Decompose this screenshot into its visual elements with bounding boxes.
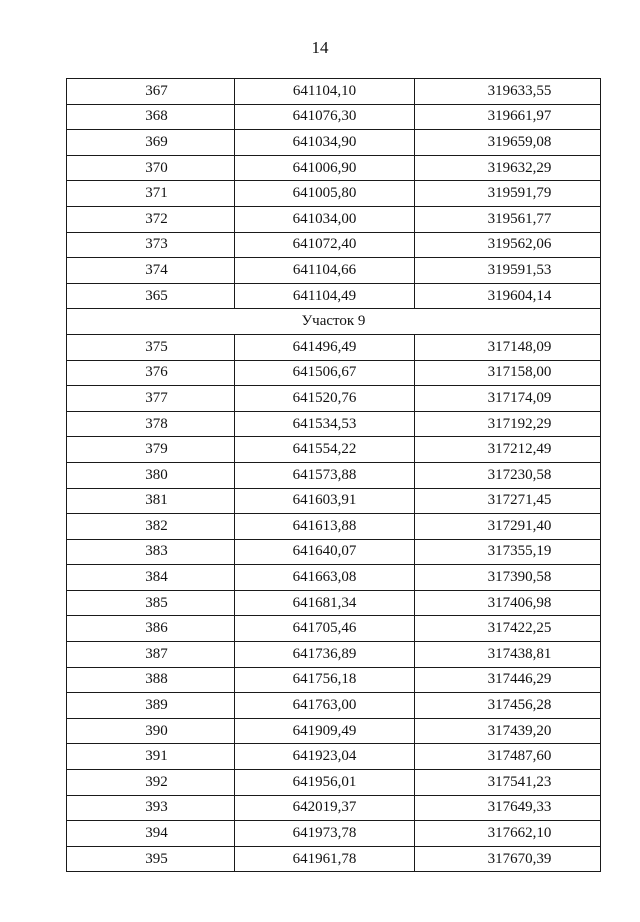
point-number-cell: 381 — [67, 488, 235, 514]
table-row — [67, 565, 601, 591]
x-coordinate-cell: 641076,30 — [235, 104, 415, 130]
y-coordinate-cell: 317670,39 — [415, 846, 601, 872]
table-row — [67, 821, 601, 847]
point-number-cell: 387 — [67, 642, 235, 668]
y-coordinate-cell: 317271,45 — [415, 488, 601, 514]
point-number-cell: 384 — [67, 565, 235, 591]
y-coordinate-cell: 317422,25 — [415, 616, 601, 642]
x-coordinate-cell: 641104,10 — [235, 79, 415, 105]
y-coordinate-cell: 317192,29 — [415, 411, 601, 437]
table-row — [67, 462, 601, 488]
x-coordinate-cell: 641681,34 — [235, 590, 415, 616]
table-row — [67, 411, 601, 437]
point-number-cell: 372 — [67, 206, 235, 232]
point-number-cell: 388 — [67, 667, 235, 693]
x-coordinate-cell: 641909,49 — [235, 718, 415, 744]
point-number-cell: 377 — [67, 386, 235, 412]
x-coordinate-cell: 641956,01 — [235, 770, 415, 796]
section-title: Участок 9 — [67, 309, 601, 335]
y-coordinate-cell: 319659,08 — [415, 130, 601, 156]
table-row — [67, 590, 601, 616]
x-coordinate-cell: 641663,08 — [235, 565, 415, 591]
y-coordinate-cell: 317355,19 — [415, 539, 601, 565]
table-row — [67, 360, 601, 386]
table-row — [67, 488, 601, 514]
table-row — [67, 386, 601, 412]
y-coordinate-cell: 319591,79 — [415, 181, 601, 207]
y-coordinate-cell: 317438,81 — [415, 642, 601, 668]
y-coordinate-cell: 319562,06 — [415, 232, 601, 258]
x-coordinate-cell: 641923,04 — [235, 744, 415, 770]
y-coordinate-cell: 317390,58 — [415, 565, 601, 591]
table-row — [67, 130, 601, 156]
coordinates-table — [66, 78, 601, 872]
y-coordinate-cell: 317212,49 — [415, 437, 601, 463]
point-number-cell: 386 — [67, 616, 235, 642]
table-row — [67, 744, 601, 770]
y-coordinate-cell: 319633,55 — [415, 79, 601, 105]
y-coordinate-cell: 317456,28 — [415, 693, 601, 719]
table-row — [67, 181, 601, 207]
point-number-cell: 375 — [67, 334, 235, 360]
point-number-cell: 369 — [67, 130, 235, 156]
table-row — [67, 232, 601, 258]
point-number-cell: 371 — [67, 181, 235, 207]
y-coordinate-cell: 317230,58 — [415, 462, 601, 488]
x-coordinate-cell: 641520,76 — [235, 386, 415, 412]
point-number-cell: 365 — [67, 283, 235, 309]
x-coordinate-cell: 641006,90 — [235, 155, 415, 181]
table-row — [67, 795, 601, 821]
point-number-cell: 394 — [67, 821, 235, 847]
x-coordinate-cell: 641705,46 — [235, 616, 415, 642]
point-number-cell: 373 — [67, 232, 235, 258]
x-coordinate-cell: 641973,78 — [235, 821, 415, 847]
x-coordinate-cell: 641640,07 — [235, 539, 415, 565]
point-number-cell: 376 — [67, 360, 235, 386]
y-coordinate-cell: 317148,09 — [415, 334, 601, 360]
y-coordinate-cell: 317291,40 — [415, 514, 601, 540]
x-coordinate-cell: 641506,67 — [235, 360, 415, 386]
x-coordinate-cell: 641104,66 — [235, 258, 415, 284]
point-number-cell: 382 — [67, 514, 235, 540]
point-number-cell: 395 — [67, 846, 235, 872]
x-coordinate-cell: 641763,00 — [235, 693, 415, 719]
point-number-cell: 383 — [67, 539, 235, 565]
y-coordinate-cell: 317439,20 — [415, 718, 601, 744]
table-row — [67, 846, 601, 872]
y-coordinate-cell: 319632,29 — [415, 155, 601, 181]
table-row — [67, 104, 601, 130]
y-coordinate-cell: 317541,23 — [415, 770, 601, 796]
point-number-cell: 368 — [67, 104, 235, 130]
table-row — [67, 437, 601, 463]
x-coordinate-cell: 641072,40 — [235, 232, 415, 258]
y-coordinate-cell: 317174,09 — [415, 386, 601, 412]
y-coordinate-cell: 319604,14 — [415, 283, 601, 309]
x-coordinate-cell: 641034,90 — [235, 130, 415, 156]
table-row — [67, 642, 601, 668]
x-coordinate-cell: 641736,89 — [235, 642, 415, 668]
table-row — [67, 155, 601, 181]
page-number: 14 — [311, 38, 329, 57]
y-coordinate-cell: 317649,33 — [415, 795, 601, 821]
x-coordinate-cell: 641554,22 — [235, 437, 415, 463]
y-coordinate-cell: 317406,98 — [415, 590, 601, 616]
y-coordinate-cell: 317158,00 — [415, 360, 601, 386]
x-coordinate-cell: 641104,49 — [235, 283, 415, 309]
y-coordinate-cell: 317662,10 — [415, 821, 601, 847]
point-number-cell: 380 — [67, 462, 235, 488]
y-coordinate-cell: 317446,29 — [415, 667, 601, 693]
point-number-cell: 379 — [67, 437, 235, 463]
point-number-cell: 390 — [67, 718, 235, 744]
point-number-cell: 391 — [67, 744, 235, 770]
x-coordinate-cell: 641034,00 — [235, 206, 415, 232]
point-number-cell: 393 — [67, 795, 235, 821]
table-row — [67, 718, 601, 744]
x-coordinate-cell: 641573,88 — [235, 462, 415, 488]
x-coordinate-cell: 641961,78 — [235, 846, 415, 872]
table-row — [67, 616, 601, 642]
point-number-cell: 367 — [67, 79, 235, 105]
x-coordinate-cell: 642019,37 — [235, 795, 415, 821]
table-row — [67, 770, 601, 796]
point-number-cell: 370 — [67, 155, 235, 181]
table-row — [67, 514, 601, 540]
table-row — [67, 693, 601, 719]
x-coordinate-cell: 641756,18 — [235, 667, 415, 693]
y-coordinate-cell: 319661,97 — [415, 104, 601, 130]
table-row — [67, 539, 601, 565]
y-coordinate-cell: 319591,53 — [415, 258, 601, 284]
point-number-cell: 385 — [67, 590, 235, 616]
coordinates-table-body — [67, 79, 601, 872]
y-coordinate-cell: 317487,60 — [415, 744, 601, 770]
point-number-cell: 392 — [67, 770, 235, 796]
x-coordinate-cell: 641613,88 — [235, 514, 415, 540]
table-row — [67, 206, 601, 232]
point-number-cell: 378 — [67, 411, 235, 437]
table-row — [67, 79, 601, 105]
x-coordinate-cell: 641005,80 — [235, 181, 415, 207]
section-row — [67, 309, 601, 335]
table-row — [67, 283, 601, 309]
table-row — [67, 334, 601, 360]
x-coordinate-cell: 641496,49 — [235, 334, 415, 360]
table-row — [67, 667, 601, 693]
x-coordinate-cell: 641534,53 — [235, 411, 415, 437]
point-number-cell: 374 — [67, 258, 235, 284]
y-coordinate-cell: 319561,77 — [415, 206, 601, 232]
x-coordinate-cell: 641603,91 — [235, 488, 415, 514]
table-row — [67, 258, 601, 284]
point-number-cell: 389 — [67, 693, 235, 719]
